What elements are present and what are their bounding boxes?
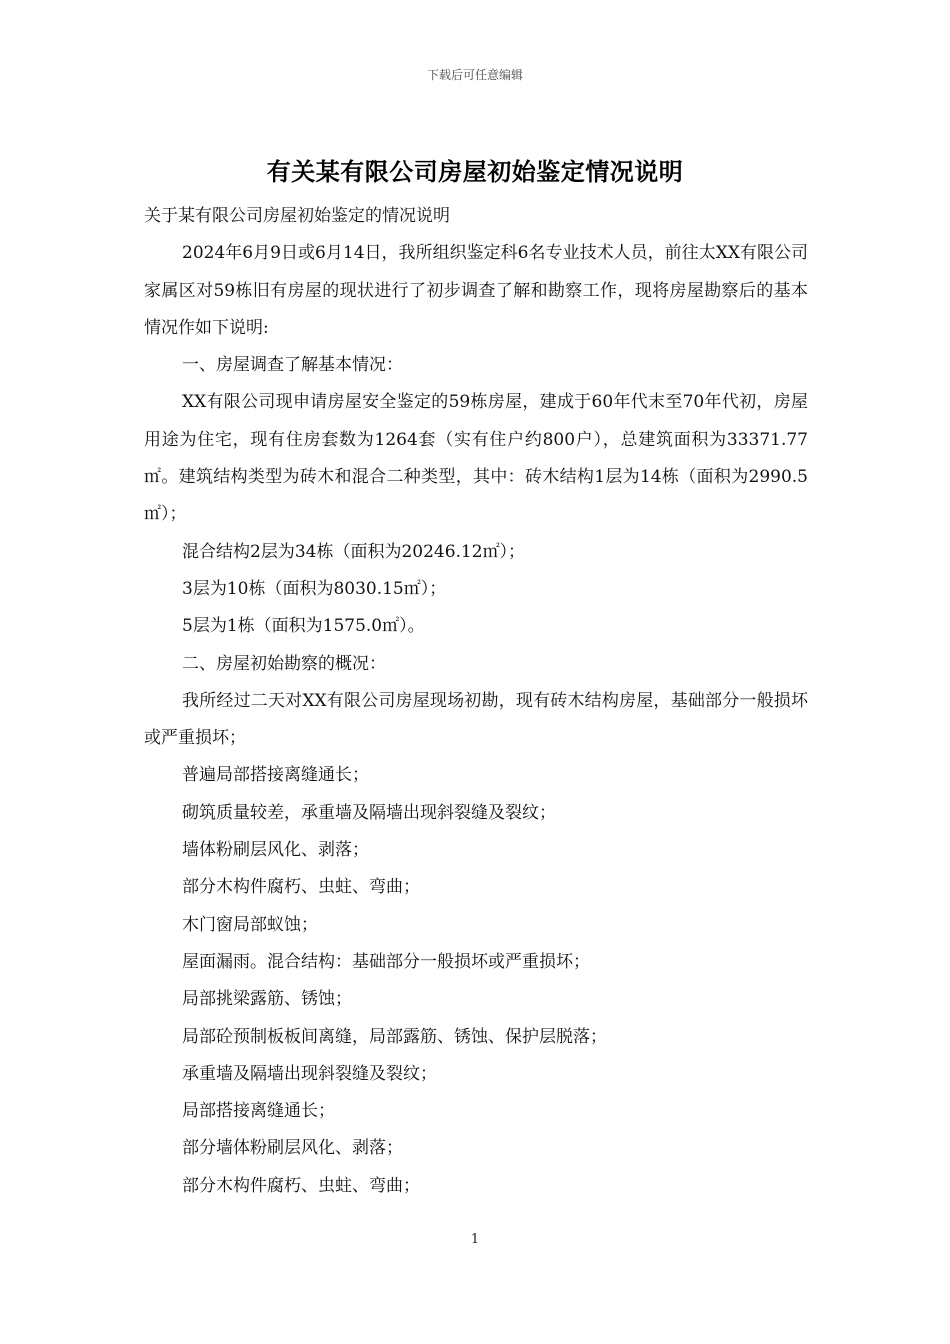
body-paragraph: 混合结构2层为34栋（面积为20246.12㎡）； <box>182 541 526 562</box>
body-paragraph: 局部砼预制板板间离缝，局部露筋、锈蚀、保护层脱落； <box>182 1026 607 1047</box>
document-body <box>144 198 808 1205</box>
body-paragraph: 2024年6月9日或6月14日，我所组织鉴定科6名专业技术人员，前往太XX有限公司家属区对59栋旧有房屋的现状进行了初步调查了解和勘察工作，现将房屋勘察后的基本情况作如下说明: <box>144 243 808 338</box>
body-paragraph: 承重墙及隔墙出现斜裂缝及裂纹； <box>182 1063 437 1084</box>
body-paragraph: 局部挑梁露筋、锈蚀； <box>182 989 352 1010</box>
body-paragraph: 3层为10栋（面积为8030.15㎡）； <box>182 578 447 599</box>
document-title: 有关某有限公司房屋初始鉴定情况说明 <box>266 158 684 186</box>
body-paragraph: 5层为1栋（面积为1575.0㎡）。 <box>182 616 425 637</box>
body-paragraph: 部分墙体粉刷层风化、剥落； <box>182 1138 403 1159</box>
body-paragraph: 我所经过二天对XX有限公司房屋现场初勘，现有砖木结构房屋，基础部分一般损坏或严重损坏； <box>144 690 808 749</box>
header-note: 下载后可任意编辑 <box>426 68 523 82</box>
body-paragraph: 屋面漏雨。混合结构：基础部分一般损坏或严重损坏； <box>182 951 590 972</box>
body-paragraph: 砌筑质量较差，承重墙及隔墙出现斜裂缝及裂纹； <box>182 802 556 823</box>
body-paragraph: 普遍局部搭接离缝通长； <box>182 765 369 786</box>
body-paragraph: 局部搭接离缝通长； <box>182 1101 335 1122</box>
body-paragraph: XX有限公司现申请房屋安全鉴定的59栋房屋，建成于60年代末至70年代初，房屋用途为住宅，现有住房套数为1264套（实有住户约800户），总建筑面积为33371.77㎡。建筑结构类型为砖木和混合二种类型，其中：砖木结构1层为14栋（面积为2990.5㎡）； <box>144 392 808 525</box>
page-number: 1 <box>470 1232 480 1247</box>
body-paragraph: 部分木构件腐朽、虫蛀、弯曲； <box>182 1175 420 1196</box>
body-paragraph: 一、房屋调查了解基本情况： <box>182 355 403 376</box>
body-paragraph: 关于某有限公司房屋初始鉴定的情况说明 <box>144 206 450 226</box>
body-paragraph: 二、房屋初始勘察的概况： <box>182 653 386 674</box>
body-paragraph: 墙体粉刷层风化、剥落； <box>182 840 369 861</box>
body-paragraph: 木门窗局部蚁蚀； <box>182 914 318 935</box>
body-paragraph: 部分木构件腐朽、虫蛀、弯曲； <box>182 877 420 898</box>
